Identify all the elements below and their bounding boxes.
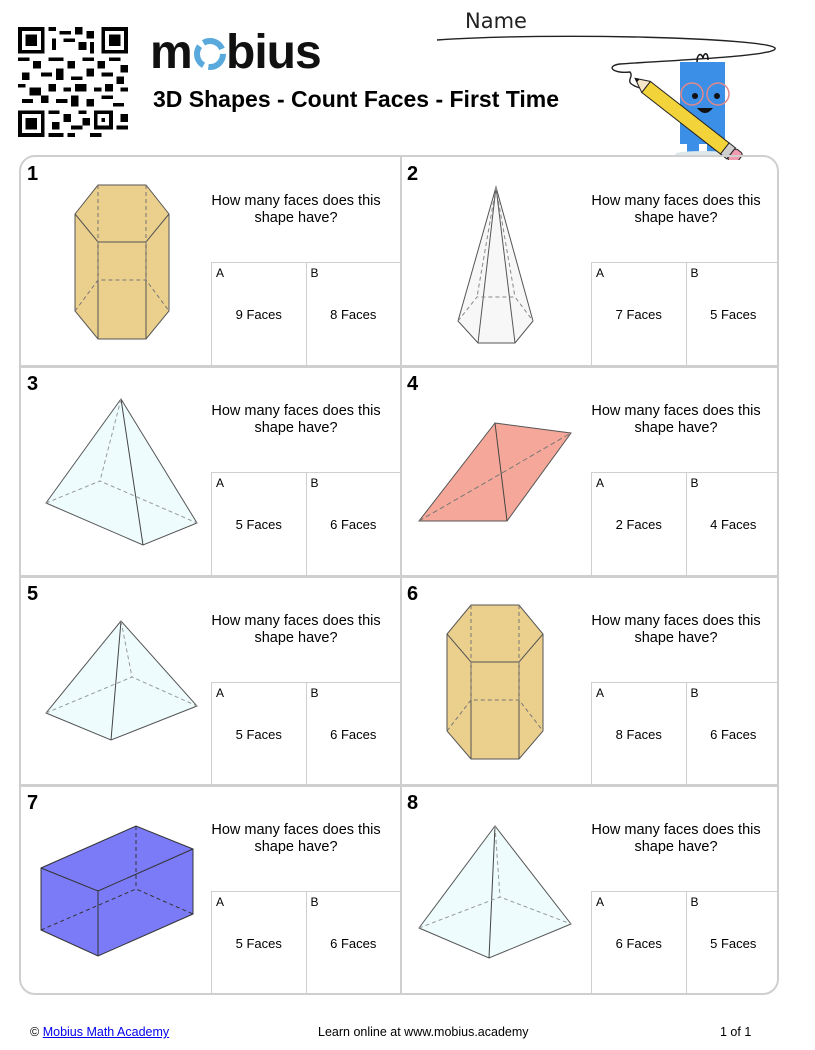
option-value: 7 Faces xyxy=(615,307,662,322)
question-number: 4 xyxy=(407,373,419,395)
option-value: 6 Faces xyxy=(330,517,377,532)
option-letter: A xyxy=(596,686,605,700)
answer-option-a[interactable] xyxy=(211,263,306,367)
answer-options xyxy=(591,891,779,995)
square-pyramid-icon xyxy=(31,597,211,777)
option-letter: B xyxy=(690,266,699,280)
mascot-illustration xyxy=(435,30,785,160)
question-card xyxy=(21,157,400,366)
question-prompt: How many faces does this shape have? xyxy=(591,822,761,855)
question-number: 7 xyxy=(27,792,39,814)
cuboid-icon xyxy=(31,806,211,986)
answer-option-b[interactable] xyxy=(306,473,401,577)
svg-text:m: m xyxy=(150,26,192,76)
answer-options xyxy=(591,262,779,367)
question-card xyxy=(21,786,400,995)
option-letter: B xyxy=(690,476,699,490)
option-value: 2 Faces xyxy=(615,517,662,532)
question-card xyxy=(21,577,400,786)
worksheet-title: 3D Shapes - Count Faces - First Time xyxy=(153,86,560,112)
option-value: 8 Faces xyxy=(615,727,662,742)
option-value: 9 Faces xyxy=(235,307,282,322)
svg-text:bius: bius xyxy=(226,26,321,76)
question-prompt: How many faces does this shape have? xyxy=(211,403,381,436)
answer-options xyxy=(211,262,400,367)
option-letter: A xyxy=(216,266,225,280)
option-value: 5 Faces xyxy=(235,936,282,951)
question-card xyxy=(401,157,779,366)
option-value: 5 Faces xyxy=(235,727,282,742)
answer-options xyxy=(591,682,779,787)
option-letter: B xyxy=(310,266,319,280)
option-value: 5 Faces xyxy=(710,936,757,951)
answer-options xyxy=(211,472,400,577)
option-value: 6 Faces xyxy=(330,936,377,951)
question-number: 8 xyxy=(407,792,419,814)
question-prompt: How many faces does this shape have? xyxy=(591,613,761,646)
copyright-symbol: © xyxy=(30,1025,40,1039)
option-value: 6 Faces xyxy=(710,727,757,742)
question-card xyxy=(21,367,400,576)
answer-option-b[interactable] xyxy=(686,473,780,577)
answer-option-a[interactable] xyxy=(211,683,306,787)
answer-option-a[interactable] xyxy=(211,473,306,577)
answer-option-a[interactable] xyxy=(591,263,686,367)
mobius-logo xyxy=(150,26,360,76)
question-card xyxy=(401,786,779,995)
option-letter: A xyxy=(216,476,225,490)
answer-option-b[interactable] xyxy=(306,892,401,995)
question-prompt: How many faces does this shape have? xyxy=(591,403,761,436)
answer-option-b[interactable] xyxy=(306,263,401,367)
option-value: 8 Faces xyxy=(330,307,377,322)
question-number: 2 xyxy=(407,163,419,185)
question-number: 6 xyxy=(407,583,419,605)
option-value: 6 Faces xyxy=(615,936,662,951)
answer-options xyxy=(211,682,400,787)
answer-option-a[interactable] xyxy=(591,473,686,577)
option-letter: B xyxy=(690,686,699,700)
question-card xyxy=(401,367,779,576)
hexagonal-prism-icon xyxy=(31,177,211,357)
square-pyramid-icon xyxy=(411,806,591,986)
question-prompt: How many faces does this shape have? xyxy=(211,822,381,855)
answer-option-a[interactable] xyxy=(211,892,306,995)
answer-option-b[interactable] xyxy=(686,892,780,995)
question-number: 5 xyxy=(27,583,39,605)
hexagonal-prism-icon xyxy=(411,597,591,777)
mobius-academy-link[interactable]: Mobius Math Academy xyxy=(42,1025,170,1039)
question-card xyxy=(401,577,779,786)
option-value: 5 Faces xyxy=(710,307,757,322)
answer-option-a[interactable] xyxy=(591,683,686,787)
hexagonal-pyramid-icon xyxy=(411,177,591,357)
option-letter: A xyxy=(216,686,225,700)
option-letter: B xyxy=(310,686,319,700)
footer-learn-online: Learn online at www.mobius.academy xyxy=(318,1025,529,1039)
answer-option-b[interactable] xyxy=(686,263,780,367)
option-letter: A xyxy=(596,895,605,909)
question-number: 1 xyxy=(27,163,39,185)
answer-option-b[interactable] xyxy=(686,683,780,787)
option-letter: A xyxy=(596,476,605,490)
footer-copyright xyxy=(30,1025,169,1039)
answer-options xyxy=(591,472,779,577)
option-letter: A xyxy=(216,895,225,909)
question-grid xyxy=(19,155,779,995)
option-value: 6 Faces xyxy=(330,727,377,742)
qr-code xyxy=(18,27,128,137)
question-number: 3 xyxy=(27,373,39,395)
square-pyramid-icon xyxy=(31,387,211,567)
tetrahedron-icon xyxy=(411,387,591,567)
question-prompt: How many faces does this shape have? xyxy=(211,613,381,646)
page-number: 1 of 1 xyxy=(720,1025,752,1039)
question-prompt: How many faces does this shape have? xyxy=(211,193,381,226)
option-letter: B xyxy=(310,476,319,490)
answer-option-a[interactable] xyxy=(591,892,686,995)
answer-option-b[interactable] xyxy=(306,683,401,787)
answer-options xyxy=(211,891,400,995)
question-prompt: How many faces does this shape have? xyxy=(591,193,761,226)
option-letter: B xyxy=(690,895,699,909)
option-letter: B xyxy=(310,895,319,909)
option-value: 4 Faces xyxy=(710,517,757,532)
option-letter: A xyxy=(596,266,605,280)
option-value: 5 Faces xyxy=(235,517,282,532)
name-label: Name xyxy=(465,9,527,33)
